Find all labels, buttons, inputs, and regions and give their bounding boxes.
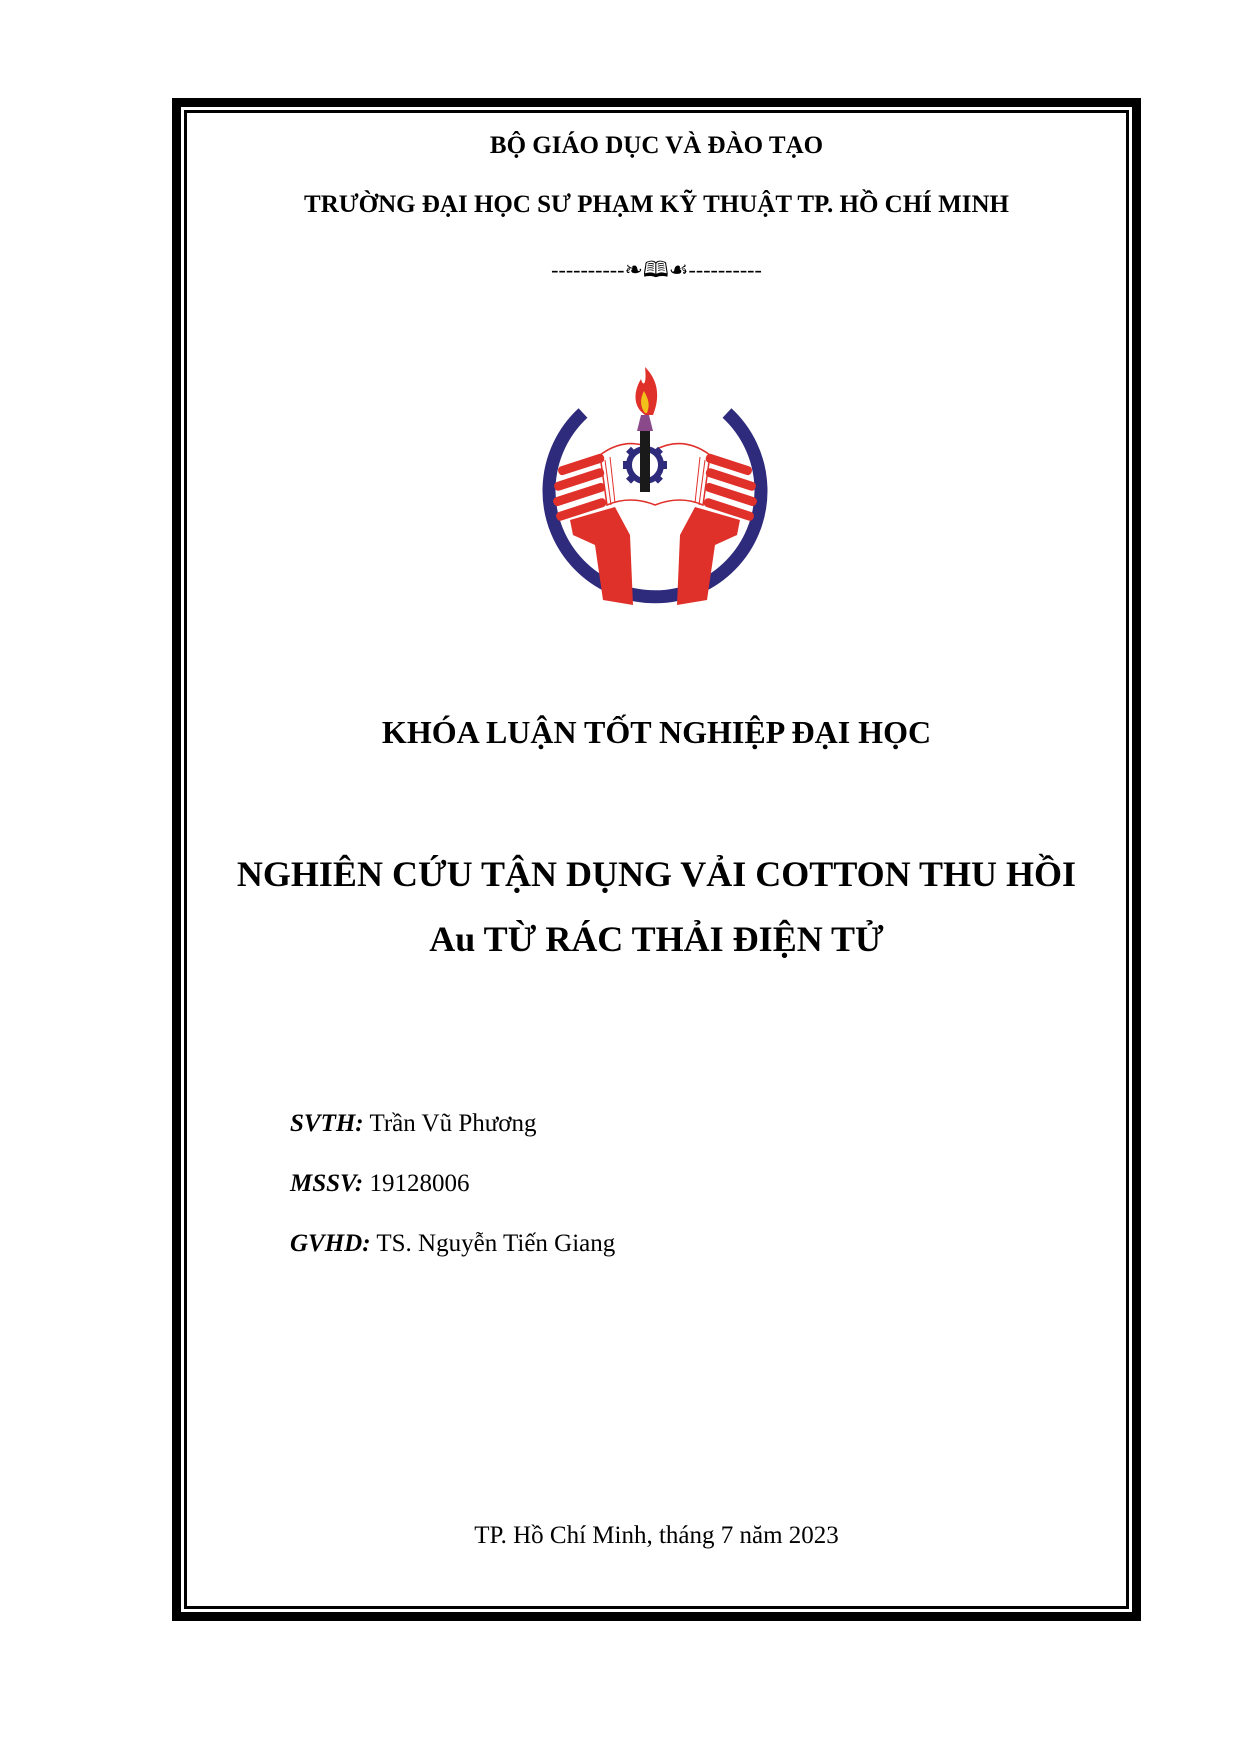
divider-dashes-right: ---------- <box>688 257 762 282</box>
supervisor-name: TS. Nguyễn Tiến Giang <box>376 1230 616 1257</box>
thesis-title-line-1: NGHIÊN CỨU TẬN DỤNG VẢI COTTON THU HỒI <box>236 854 1077 894</box>
ministry-heading: BỘ GIÁO DỤC VÀ ĐÀO TẠO <box>489 132 824 159</box>
place-date: TP. Hồ Chí Minh, tháng 7 năm 2023 <box>474 1522 839 1549</box>
logo-graphic <box>535 365 775 625</box>
student-id: 19128006 <box>369 1170 470 1197</box>
university-heading: TRƯỜNG ĐẠI HỌC SƯ PHẠM KỸ THUẬT TP. HỒ CHÍ MINH <box>304 191 1009 218</box>
thesis-title-line-2: Au TỪ RÁC THẢI ĐIỆN TỬ <box>429 919 884 959</box>
divider-dashes-left: ---------- <box>551 257 625 282</box>
supervisor-row <box>290 1230 615 1258</box>
thesis-type-heading: KHÓA LUẬN TỐT NGHIỆP ĐẠI HỌC <box>381 714 932 750</box>
ornament-icon: ❧🕮☙ <box>624 257 689 282</box>
supervisor-label: GVHD: <box>290 1230 371 1257</box>
university-logo <box>535 365 775 625</box>
ornament-divider <box>184 253 1129 291</box>
student-label: SVTH: <box>290 1110 364 1137</box>
student-name: Trần Vũ Phương <box>369 1110 537 1137</box>
student-id-label: MSSV: <box>290 1170 364 1197</box>
student-name-row <box>290 1110 537 1138</box>
student-id-row <box>290 1170 469 1198</box>
